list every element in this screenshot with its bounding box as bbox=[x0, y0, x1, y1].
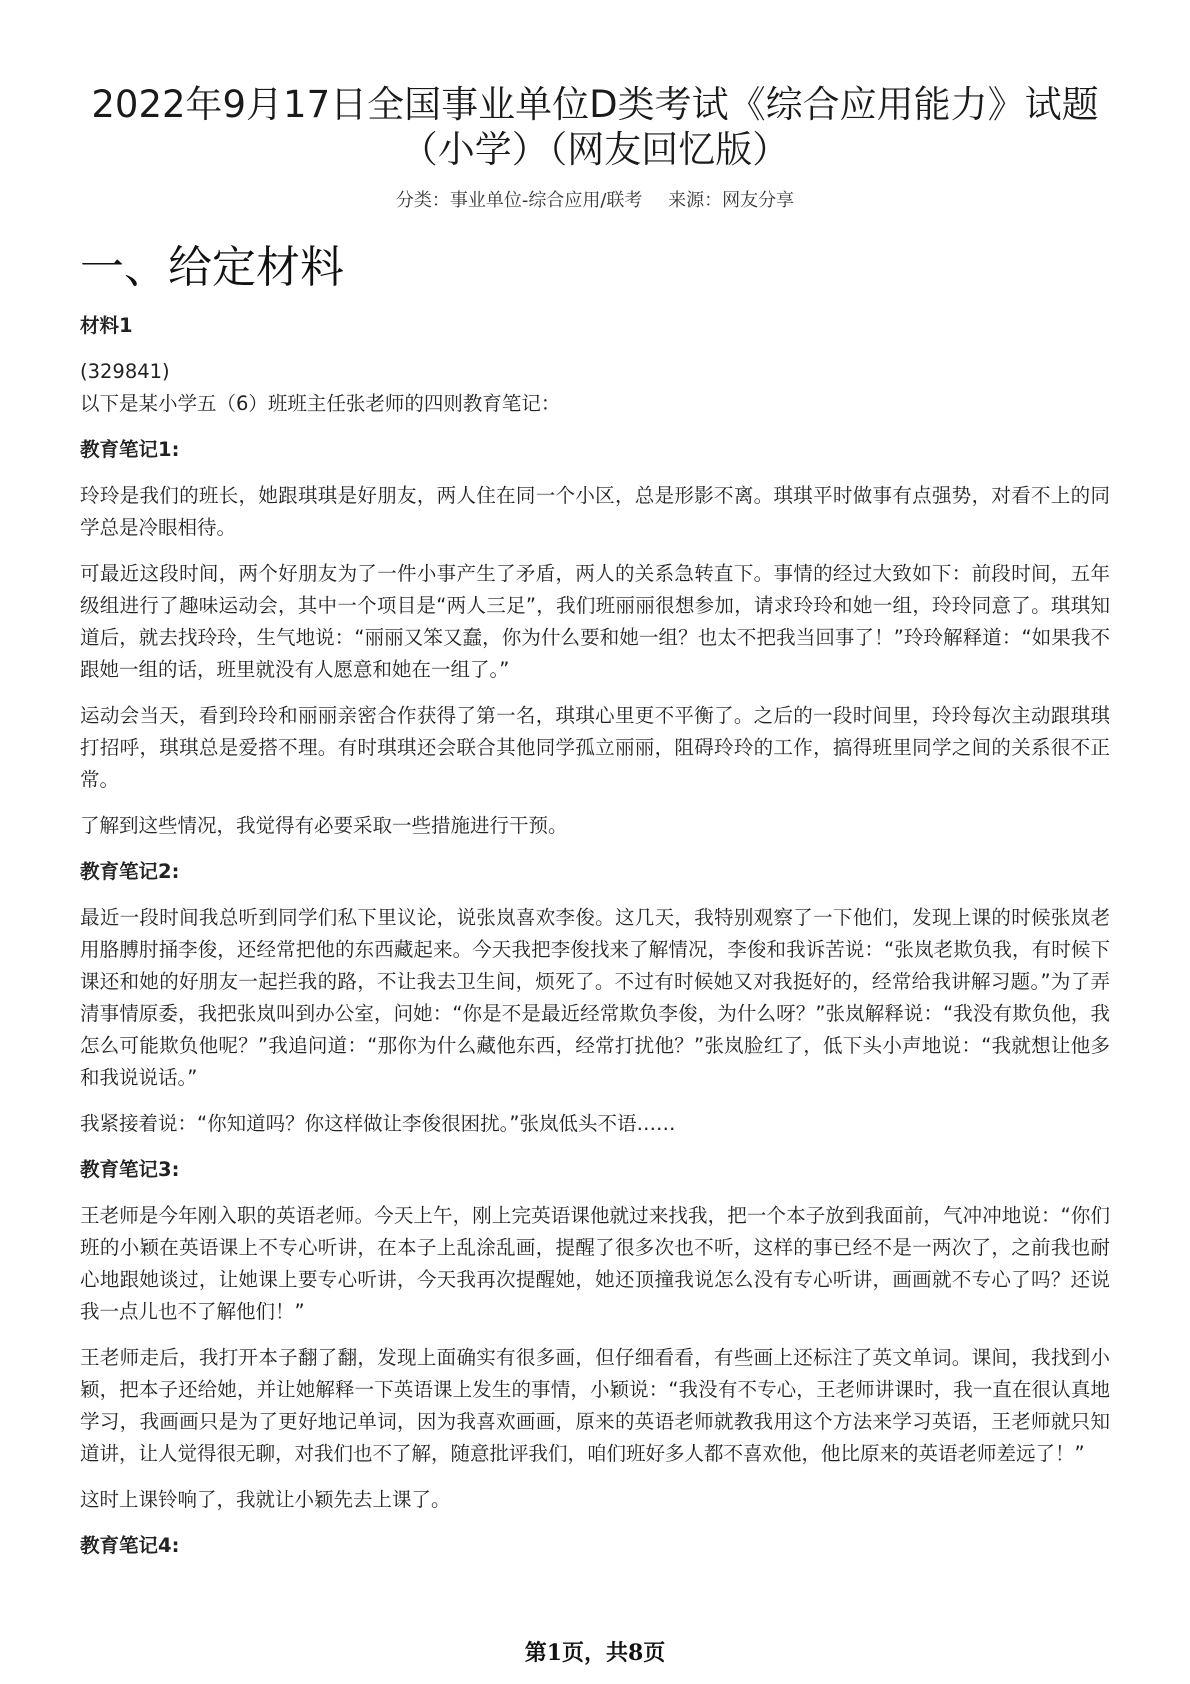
page-number: 第1页，共8页 bbox=[524, 1640, 666, 1666]
meta-line bbox=[0, 186, 1190, 212]
section-heading: 一、给定材料 bbox=[80, 242, 344, 293]
note-1-paragraph: 运动会当天，看到玲玲和丽丽亲密合作获得了第一名，琪琪心里更不平衡了。之后的一段时间里，玲玲每次主动跟琪琪打招呼，琪琪总是爱搭不理。有时琪琪还会联合其他同学孤立丽丽，阻碍玲玲的工作，搞得班里同学之间的关系很不正常。 bbox=[80, 704, 1110, 791]
page-title: 2022年9月17日全国事业单位D类考试《综合应用能力》试题（小学）（网友回忆版） bbox=[91, 83, 1099, 171]
source-label: 来源：网友分享 bbox=[668, 190, 795, 211]
note-1-paragraph: 了解到这些情况，我觉得有必要采取一些措施进行干预。 bbox=[80, 814, 568, 837]
note-2-label: 教育笔记2: bbox=[80, 860, 180, 883]
material-content bbox=[80, 310, 1110, 1576]
note-2-paragraph: 我紧接着说：“你知道吗？你这样做让李俊很困扰。”张岚低头不语…… bbox=[80, 1112, 676, 1135]
note-3-paragraph: 王老师是今年刚入职的英语老师。今天上午，刚上完英语课他就过来找我，把一个本子放到我面前，气冲冲地说：“你们班的小颖在英语课上不专心听讲，在本子上乱涂乱画，提醒了很多次也不听，这样的事已经不是一两次了，之前我也耐心地跟她谈过，让她课上要专心听讲，今天我再次提醒她，她还顶撞我说怎么没有专心听讲，画画就不专心了吗？还说我一点儿也不了解他们！” bbox=[80, 1204, 1110, 1323]
note-3-label: 教育笔记3: bbox=[80, 1158, 180, 1181]
note-1-paragraph: 玲玲是我们的班长，她跟琪琪是好朋友，两人住在同一个小区，总是形影不离。琪琪平时做事有点强势，对看不上的同学总是冷眼相待。 bbox=[80, 484, 1110, 539]
note-4-label: 教育笔记4: bbox=[80, 1534, 180, 1557]
category-label: 分类：事业单位-综合应用/联考 bbox=[395, 190, 643, 211]
material-id: (329841) bbox=[80, 360, 170, 383]
note-3-paragraph: 这时上课铃响了，我就让小颖先去上课了。 bbox=[80, 1488, 451, 1511]
note-2-paragraph: 最近一段时间我总听到同学们私下里议论，说张岚喜欢李俊。这几天，我特别观察了一下他们，发现上课的时候张岚老用胳膊肘捅李俊，还经常把他的东西藏起来。今天我把李俊找来了解情况，李俊和我诉苦说：“张岚老欺负我，有时候下课还和她的好朋友一起拦我的路，不让我去卫生间，烦死了。不过有时候她又对我挺好的，经常给我讲解习题。”为了弄清事情原委，我把张岚叫到办公室，问她：“你是不是最近经常欺负李俊，为什么呀？”张岚解释说：“我没有欺负他，我怎么可能欺负他呢？”我追问道：“那你为什么藏他东西，经常打扰他？”张岚脸红了，低下头小声地说：“我就想让他多和我说说话。” bbox=[80, 906, 1110, 1089]
note-3-paragraph: 王老师走后，我打开本子翻了翻，发现上面确实有很多画，但仔细看看，有些画上还标注了英文单词。课间，我找到小颖，把本子还给她，并让她解释一下英语课上发生的事情，小颖说：“我没有不专心，王老师讲课时，我一直在很认真地学习，我画画只是为了更好地记单词，因为我喜欢画画，原来的英语老师就教我用这个方法来学习英语，王老师就只知道讲，让人觉得很无聊，对我们也不了解，随意批评我们，咱们班好多人都不喜欢他，他比原来的英语老师差远了！” bbox=[80, 1346, 1110, 1465]
note-1-label: 教育笔记1: bbox=[80, 438, 180, 461]
note-1-paragraph: 可最近这段时间，两个好朋友为了一件小事产生了矛盾，两人的关系急转直下。事情的经过大致如下：前段时间，五年级组进行了趣味运动会，其中一个项目是“两人三足”，我们班丽丽很想参加，请求玲玲和她一组，玲玲同意了。琪琪知道后，就去找玲玲，生气地说：“丽丽又笨又蠢，你为什么要和她一组？也太不把我当回事了！”玲玲解释道：“如果我不跟她一组的话，班里就没有人愿意和她在一组了。” bbox=[80, 562, 1110, 681]
material-intro: 以下是某小学五（6）班班主任张老师的四则教育笔记： bbox=[80, 392, 561, 415]
material-label: 材料1 bbox=[80, 314, 133, 337]
